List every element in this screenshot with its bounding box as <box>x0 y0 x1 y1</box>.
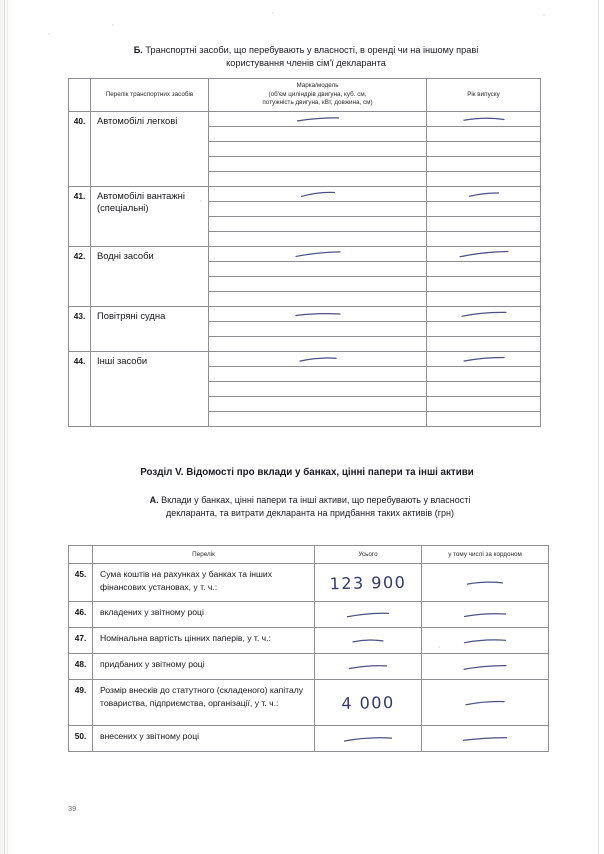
year-entry-field[interactable] <box>427 127 541 142</box>
row-number-48: 48. <box>69 654 93 680</box>
year-entry-field[interactable] <box>427 367 541 382</box>
year-entry-field[interactable] <box>427 322 541 337</box>
make-model-entry-field[interactable] <box>209 382 427 397</box>
handwritten-dash-mark <box>295 305 341 323</box>
header-make-model-line3: потужність двигуна, кВт, довжина, см) <box>262 99 373 107</box>
make-model-entry-field[interactable] <box>209 202 427 217</box>
scan-edge-right <box>598 0 599 854</box>
section-a-title-line2: декларанта, та витрати декларанта на придбання таких активів (грн) <box>166 507 454 518</box>
year-entry-field[interactable] <box>427 262 541 277</box>
make-model-entry-field[interactable] <box>209 292 427 307</box>
handwritten-dash-mark <box>300 185 335 203</box>
row-number-50: 50. <box>69 726 93 752</box>
make-model-entry-field[interactable] <box>209 142 427 157</box>
vehicles-table-row <box>69 247 541 262</box>
header-cell-vehicle-list: Перелік транспортних засобів <box>91 79 209 112</box>
abroad-amount-field[interactable] <box>422 628 549 654</box>
vehicles-table <box>68 78 541 427</box>
total-amount-field[interactable] <box>315 602 422 628</box>
assets-table-row <box>69 628 549 654</box>
section-b-heading <box>86 44 526 70</box>
handwritten-dash-mark <box>464 606 507 624</box>
abroad-amount-field[interactable] <box>422 726 549 752</box>
year-entry-field[interactable] <box>427 142 541 157</box>
make-model-entry-field[interactable] <box>209 172 427 187</box>
handwritten-dash-mark <box>344 730 393 748</box>
section-v-subheading <box>100 494 520 520</box>
make-model-entry-field[interactable] <box>209 352 427 367</box>
vehicle-category-label: Водні засоби <box>91 247 209 307</box>
total-amount-field[interactable] <box>315 726 422 752</box>
section-b-label: Б. <box>133 45 143 55</box>
total-amount-field[interactable] <box>315 564 422 602</box>
year-entry-field[interactable] <box>427 397 541 412</box>
asset-description-label: внесених у звітному році <box>93 726 315 752</box>
row-number-44: 44. <box>69 352 91 427</box>
handwritten-dash-mark <box>468 185 499 203</box>
total-amount-field[interactable] <box>315 654 422 680</box>
row-number-46: 46. <box>69 602 93 628</box>
header-cell-number <box>69 79 91 112</box>
year-entry-field[interactable] <box>427 247 541 262</box>
header-cell-year: Рік випуску <box>427 79 541 112</box>
handwritten-dash-mark <box>464 632 507 650</box>
vehicles-table-row <box>69 112 541 127</box>
year-entry-field[interactable] <box>427 112 541 127</box>
make-model-entry-field[interactable] <box>209 367 427 382</box>
handwritten-dash-mark <box>465 694 505 712</box>
scan-edge-left <box>4 0 5 854</box>
handwritten-dash-mark <box>347 606 390 624</box>
header-cell-number <box>69 546 93 564</box>
scan-speck <box>48 33 50 35</box>
make-model-entry-field[interactable] <box>209 157 427 172</box>
make-model-entry-field[interactable] <box>209 262 427 277</box>
make-model-entry-field[interactable] <box>209 187 427 202</box>
abroad-amount-field[interactable] <box>422 680 549 726</box>
assets-table-row <box>69 726 549 752</box>
page-number: 39 <box>68 804 77 813</box>
abroad-amount-field[interactable] <box>422 654 549 680</box>
make-model-entry-field[interactable] <box>209 232 427 247</box>
handwritten-dash-mark <box>463 658 507 676</box>
header-cell-list: Перелік <box>93 546 315 564</box>
year-entry-field[interactable] <box>427 202 541 217</box>
handwritten-dash-mark <box>295 245 341 263</box>
handwritten-dash-mark <box>463 730 508 748</box>
vehicle-category-label: Інші засоби <box>91 352 209 427</box>
asset-description-label: Розмір внесків до статутного (складеного) капіталу товариства, підприємства, організації, у т. ч.: <box>93 680 315 726</box>
header-cell-abroad: у тому числі за кордоном <box>422 546 549 564</box>
abroad-amount-field[interactable] <box>422 564 549 602</box>
year-entry-field[interactable] <box>427 337 541 352</box>
vehicle-category-label: Автомобілі легкові <box>91 112 209 187</box>
make-model-entry-field[interactable] <box>209 337 427 352</box>
year-entry-field[interactable] <box>427 382 541 397</box>
section-a-title-line1: Вклади у банках, цінні папери та інші активи, що перебувають у власності <box>161 495 471 505</box>
row-number-43: 43. <box>69 307 91 352</box>
header-make-model-line1: Марка/модель <box>296 82 339 90</box>
scan-speck <box>112 24 114 26</box>
handwritten-dash-mark <box>296 110 339 128</box>
section-b-title-line2: користування членів сім'ї декларанта <box>226 58 386 69</box>
assets-table-row <box>69 680 549 726</box>
vehicle-category-label: Автомобілі вантажні (спеціальні) <box>91 187 209 247</box>
handwritten-dash-mark <box>459 245 509 263</box>
year-entry-field[interactable] <box>427 232 541 247</box>
handwritten-dash-mark <box>349 658 388 676</box>
header-cell-total: Усього <box>315 546 422 564</box>
make-model-entry-field[interactable] <box>209 112 427 127</box>
make-model-entry-field[interactable] <box>209 322 427 337</box>
handwritten-dash-mark <box>352 632 384 650</box>
row-number-40: 40. <box>69 112 91 187</box>
year-entry-field[interactable] <box>427 352 541 367</box>
asset-description-label: вкладених у звітному році <box>93 602 315 628</box>
make-model-entry-field[interactable] <box>209 127 427 142</box>
header-cell-make-model <box>209 79 427 112</box>
assets-table-row <box>69 602 549 628</box>
section-b-title-line1: Транспортні засоби, що перебувають у власності, в оренді чи на іншому праві <box>145 45 479 55</box>
year-entry-field[interactable] <box>427 307 541 322</box>
row-number-49: 49. <box>69 680 93 726</box>
asset-description-label: Сума коштів на рахунках у банках та інших фінансових установах, у т. ч.: <box>93 564 315 602</box>
handwritten-value: 123 900 <box>329 572 407 593</box>
year-entry-field[interactable] <box>427 277 541 292</box>
make-model-entry-field[interactable] <box>209 217 427 232</box>
handwritten-dash-mark <box>299 350 337 368</box>
vehicles-table-header-row <box>69 79 541 112</box>
handwritten-dash-mark <box>463 110 505 128</box>
assets-table <box>68 545 549 752</box>
make-model-entry-field[interactable] <box>209 247 427 262</box>
handwritten-dash-mark <box>467 574 504 592</box>
year-entry-field[interactable] <box>427 412 541 427</box>
total-amount-field[interactable] <box>315 628 422 654</box>
year-entry-field[interactable] <box>427 187 541 202</box>
total-amount-field[interactable] <box>315 680 422 726</box>
section-a-label: А. <box>149 495 159 505</box>
vehicle-category-label: Повітряні судна <box>91 307 209 352</box>
row-number-47: 47. <box>69 628 93 654</box>
handwritten-dash-mark <box>463 350 505 368</box>
year-entry-field[interactable] <box>427 217 541 232</box>
handwritten-value: 4 000 <box>341 692 395 713</box>
assets-table-row <box>69 564 549 602</box>
row-number-45: 45. <box>69 564 93 602</box>
scan-edge-left-inner <box>7 0 8 854</box>
row-number-42: 42. <box>69 247 91 307</box>
assets-table-row <box>69 654 549 680</box>
make-model-entry-field[interactable] <box>209 412 427 427</box>
section-v-title: Розділ V. Відомості про вклади у банках, цінні папери та інші активи <box>140 467 474 478</box>
assets-table-header-row <box>69 546 549 564</box>
make-model-entry-field[interactable] <box>209 277 427 292</box>
vehicles-table-row <box>69 307 541 322</box>
header-make-model-line2: (об'єм циліндрів двигуна, куб. см, <box>268 90 367 98</box>
year-entry-field[interactable] <box>427 157 541 172</box>
handwritten-dash-mark <box>461 305 507 323</box>
scan-speck <box>272 12 274 14</box>
vehicles-table-row <box>69 352 541 367</box>
make-model-entry-field[interactable] <box>209 307 427 322</box>
make-model-entry-field[interactable] <box>209 397 427 412</box>
row-number-41: 41. <box>69 187 91 247</box>
asset-description-label: Номінальна вартість цінних паперів, у т. ч.: <box>93 628 315 654</box>
scan-speck <box>543 14 545 16</box>
vehicles-table-row <box>69 187 541 202</box>
year-entry-field[interactable] <box>427 172 541 187</box>
year-entry-field[interactable] <box>427 292 541 307</box>
asset-description-label: придбаних у звітному році <box>93 654 315 680</box>
abroad-amount-field[interactable] <box>422 602 549 628</box>
